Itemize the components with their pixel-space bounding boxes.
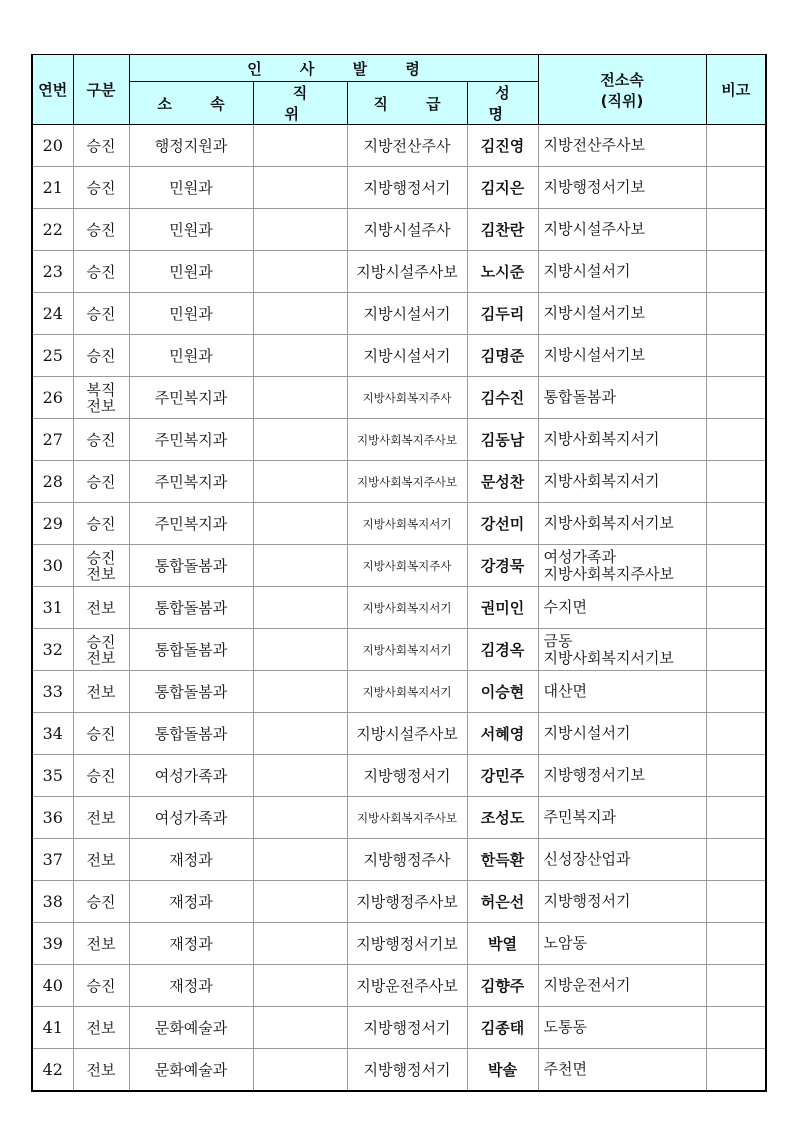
cell-rank: 지방행정서기보 [347,923,467,965]
cell-note [706,293,766,335]
cell-num: 22 [32,209,73,251]
cell-prev-line1: 지방사회복지서기보 [543,514,674,532]
cell-rank: 지방사회복지서기 [347,629,467,671]
cell-dept: 재정과 [129,965,253,1007]
table-row [32,923,766,965]
cell-name: 김명준 [467,335,538,377]
cell-name: 강선미 [467,503,538,545]
table-row [32,461,766,503]
cell-note [706,461,766,503]
header-note: 비고 [706,55,766,125]
cell-type-line1: 승진 [86,632,116,651]
cell-name: 노시준 [467,251,538,293]
cell-type [73,167,129,209]
cell-type-line1: 승진 [86,976,116,995]
cell-name: 김종태 [467,1007,538,1049]
cell-type-line1: 승진 [86,548,116,567]
table-row [32,335,766,377]
cell-rank: 지방사회복지서기 [347,503,467,545]
table-row [32,293,766,335]
header-dept: 소 속 [129,82,253,125]
cell-num: 32 [32,629,73,671]
cell-prev-line1: 주민복지과 [543,808,616,826]
cell-dept: 통합돌봄과 [129,587,253,629]
cell-position [253,251,347,293]
cell-prev [538,923,706,965]
header-prev-line1: 전소속 [600,70,644,89]
cell-num: 28 [32,461,73,503]
cell-dept: 문화예술과 [129,1007,253,1049]
cell-note [706,1007,766,1049]
table-row [32,629,766,671]
cell-position [253,881,347,923]
header-prev-line2: (직위) [600,91,644,110]
cell-prev-line2: 지방사회복지서기보 [543,648,674,667]
cell-name: 허은선 [467,881,538,923]
cell-note [706,713,766,755]
cell-prev-line1: 수지면 [543,598,587,616]
table-row [32,755,766,797]
cell-type-line1: 승진 [86,220,116,239]
cell-name: 권미인 [467,587,538,629]
header-position: 직 위 [253,82,347,125]
cell-type-line1: 전보 [86,808,116,827]
cell-prev [538,503,706,545]
table-row [32,209,766,251]
cell-name: 김향주 [467,965,538,1007]
cell-name: 조성도 [467,797,538,839]
cell-position [253,1007,347,1049]
cell-dept: 통합돌봄과 [129,671,253,713]
cell-type-line2: 전보 [86,564,116,583]
cell-dept: 민원과 [129,167,253,209]
cell-dept: 재정과 [129,839,253,881]
table-row [32,881,766,923]
cell-num: 41 [32,1007,73,1049]
cell-num: 31 [32,587,73,629]
cell-note [706,503,766,545]
cell-type [73,419,129,461]
cell-prev [538,587,706,629]
cell-note [706,377,766,419]
table-header [32,55,766,125]
table-row [32,251,766,293]
header-order-label: 인 사 발 령 [247,59,437,78]
cell-prev-line1: 지방전산주사보 [543,136,645,154]
cell-rank: 지방사회복지주사보 [347,797,467,839]
cell-num: 33 [32,671,73,713]
cell-rank: 지방행정주사 [347,839,467,881]
cell-prev-line1: 지방사회복지서기 [543,472,660,490]
cell-type [73,881,129,923]
cell-prev-line1: 노암동 [543,934,587,952]
cell-note [706,965,766,1007]
cell-rank: 지방행정서기 [347,167,467,209]
cell-prev [538,713,706,755]
cell-note [706,923,766,965]
cell-rank: 지방시설주사보 [347,713,467,755]
cell-prev-line1: 지방시설서기 [543,724,631,742]
cell-dept: 통합돌봄과 [129,545,253,587]
cell-type-line1: 승진 [86,136,116,155]
cell-prev [538,419,706,461]
cell-position [253,629,347,671]
cell-name: 김두리 [467,293,538,335]
cell-rank: 지방사회복지주사보 [347,419,467,461]
cell-prev-line1: 신성장산업과 [543,850,631,868]
cell-position [253,545,347,587]
cell-position [253,587,347,629]
cell-prev-line1: 금동 [543,631,573,650]
table-row [32,671,766,713]
cell-position [253,965,347,1007]
cell-num: 35 [32,755,73,797]
cell-prev [538,671,706,713]
cell-name: 박솔 [467,1049,538,1092]
cell-type-line2: 전보 [86,396,116,415]
cell-prev-line2: 지방사회복지주사보 [543,564,674,583]
cell-num: 36 [32,797,73,839]
cell-note [706,755,766,797]
cell-name: 이승현 [467,671,538,713]
cell-type [73,251,129,293]
cell-type-line1: 복직 [86,380,116,399]
cell-type [73,293,129,335]
cell-prev-line1: 대산면 [543,682,587,700]
cell-num: 39 [32,923,73,965]
cell-prev-line1: 지방시설서기보 [543,346,645,364]
cell-prev-line1: 통합돌봄과 [543,388,616,406]
cell-rank: 지방행정주사보 [347,881,467,923]
table-row [32,545,766,587]
cell-note [706,797,766,839]
cell-position [253,755,347,797]
cell-position [253,167,347,209]
cell-type [73,965,129,1007]
cell-type-line1: 전보 [86,850,116,869]
cell-num: 21 [32,167,73,209]
cell-dept: 통합돌봄과 [129,629,253,671]
cell-dept: 민원과 [129,293,253,335]
cell-rank: 지방행정서기 [347,755,467,797]
cell-note [706,125,766,167]
table-row [32,965,766,1007]
cell-type-line1: 전보 [86,1018,116,1037]
cell-name: 김진영 [467,125,538,167]
cell-position [253,461,347,503]
cell-dept: 재정과 [129,923,253,965]
cell-prev [538,881,706,923]
cell-prev [538,629,706,671]
cell-type [73,1049,129,1092]
cell-name: 김동남 [467,419,538,461]
cell-dept: 민원과 [129,209,253,251]
cell-num: 38 [32,881,73,923]
cell-num: 37 [32,839,73,881]
table-row [32,419,766,461]
header-type: 구분 [73,55,129,125]
cell-prev-line1: 지방행정서기보 [543,766,645,784]
cell-prev [538,1007,706,1049]
cell-type-line1: 전보 [86,682,116,701]
cell-prev [538,797,706,839]
cell-rank: 지방사회복지주사 [347,377,467,419]
cell-position [253,839,347,881]
cell-type [73,839,129,881]
cell-type [73,671,129,713]
cell-dept: 주민복지과 [129,461,253,503]
cell-name: 김지은 [467,167,538,209]
cell-rank: 지방행정서기 [347,1049,467,1092]
table-row [32,503,766,545]
cell-rank: 지방운전주사보 [347,965,467,1007]
cell-dept: 여성가족과 [129,755,253,797]
cell-position [253,377,347,419]
cell-type-line1: 승진 [86,178,116,197]
cell-prev-line1: 주천면 [543,1060,587,1078]
cell-type-line1: 승진 [86,472,116,491]
cell-dept: 주민복지과 [129,377,253,419]
cell-position [253,1049,347,1092]
cell-type-line1: 승진 [86,346,116,365]
cell-num: 23 [32,251,73,293]
cell-type [73,545,129,587]
cell-num: 26 [32,377,73,419]
cell-num: 25 [32,335,73,377]
cell-prev [538,335,706,377]
cell-prev [538,755,706,797]
cell-name: 박열 [467,923,538,965]
cell-name: 강경묵 [467,545,538,587]
cell-prev-line1: 지방행정서기 [543,892,631,910]
cell-note [706,545,766,587]
cell-position [253,671,347,713]
cell-num: 20 [32,125,73,167]
cell-prev-line1: 지방행정서기보 [543,178,645,196]
cell-type-line1: 승진 [86,514,116,533]
cell-type-line1: 전보 [86,934,116,953]
cell-name: 문성찬 [467,461,538,503]
cell-type [73,1007,129,1049]
cell-prev [538,965,706,1007]
cell-rank: 지방시설서기 [347,293,467,335]
cell-position [253,923,347,965]
table-row [32,839,766,881]
table-row [32,797,766,839]
header-order [129,55,538,82]
cell-prev [538,1049,706,1092]
cell-type-line1: 승진 [86,892,116,911]
cell-type [73,629,129,671]
cell-rank: 지방사회복지서기 [347,587,467,629]
cell-rank: 지방시설서기 [347,335,467,377]
cell-rank: 지방사회복지주사 [347,545,467,587]
cell-prev-line1: 지방사회복지서기 [543,430,660,448]
cell-type [73,923,129,965]
cell-note [706,1049,766,1092]
cell-note [706,209,766,251]
cell-rank: 지방전산주사 [347,125,467,167]
cell-type-line1: 승진 [86,430,116,449]
cell-note [706,335,766,377]
cell-rank: 지방시설주사 [347,209,467,251]
cell-type-line1: 승진 [86,724,116,743]
header-prev [538,55,706,125]
cell-type-line1: 전보 [86,598,116,617]
cell-type [73,461,129,503]
cell-type-line1: 승진 [86,262,116,281]
table-row [32,377,766,419]
cell-position [253,125,347,167]
cell-dept: 민원과 [129,335,253,377]
cell-prev-line1: 여성가족과 [543,547,616,566]
cell-name: 서혜영 [467,713,538,755]
cell-name: 김경옥 [467,629,538,671]
cell-type [73,209,129,251]
cell-type [73,713,129,755]
cell-position [253,797,347,839]
cell-dept: 민원과 [129,251,253,293]
cell-num: 34 [32,713,73,755]
cell-type [73,377,129,419]
cell-rank: 지방사회복지주사보 [347,461,467,503]
table-row [32,125,766,167]
cell-note [706,419,766,461]
table-row [32,1007,766,1049]
cell-dept: 주민복지과 [129,419,253,461]
cell-prev-line1: 지방시설서기보 [543,304,645,322]
table-row [32,1049,766,1092]
cell-position [253,293,347,335]
cell-note [706,629,766,671]
cell-prev [538,251,706,293]
cell-type [73,755,129,797]
cell-num: 40 [32,965,73,1007]
cell-num: 42 [32,1049,73,1092]
cell-prev [538,377,706,419]
cell-dept: 여성가족과 [129,797,253,839]
cell-prev [538,125,706,167]
cell-num: 29 [32,503,73,545]
cell-note [706,671,766,713]
cell-type [73,125,129,167]
cell-type-line1: 승진 [86,766,116,785]
cell-num: 30 [32,545,73,587]
cell-type-line1: 전보 [86,1060,116,1079]
cell-num: 27 [32,419,73,461]
header-rank: 직 급 [347,82,467,125]
table-row [32,713,766,755]
cell-prev [538,293,706,335]
cell-type-line2: 전보 [86,648,116,667]
cell-name: 강민주 [467,755,538,797]
cell-prev [538,545,706,587]
header-num: 연번 [32,55,73,125]
cell-dept: 주민복지과 [129,503,253,545]
cell-prev [538,167,706,209]
cell-note [706,251,766,293]
cell-position [253,209,347,251]
cell-type [73,587,129,629]
cell-type [73,503,129,545]
cell-dept: 문화예술과 [129,1049,253,1092]
cell-note [706,167,766,209]
table-body [32,125,766,1092]
table-row [32,167,766,209]
cell-position [253,419,347,461]
table-row [32,587,766,629]
personnel-order-sheet [31,54,765,1092]
cell-note [706,839,766,881]
cell-rank: 지방사회복지서기 [347,671,467,713]
cell-note [706,587,766,629]
cell-position [253,713,347,755]
cell-type-line1: 승진 [86,304,116,323]
cell-prev-line1: 지방운전서기 [543,976,631,994]
cell-prev-line1: 지방시설주사보 [543,220,645,238]
cell-name: 한득환 [467,839,538,881]
cell-position [253,335,347,377]
cell-num: 24 [32,293,73,335]
cell-rank: 지방행정서기 [347,1007,467,1049]
cell-type [73,797,129,839]
cell-name: 김찬란 [467,209,538,251]
cell-rank: 지방시설주사보 [347,251,467,293]
personnel-order-table [31,54,767,1092]
cell-prev-line1: 지방시설서기 [543,262,631,280]
cell-dept: 행정지원과 [129,125,253,167]
cell-type [73,335,129,377]
cell-note [706,881,766,923]
cell-dept: 통합돌봄과 [129,713,253,755]
cell-dept: 재정과 [129,881,253,923]
cell-prev [538,461,706,503]
cell-prev [538,209,706,251]
header-name: 성 명 [467,82,538,125]
cell-prev-line1: 도통동 [543,1018,587,1036]
cell-position [253,503,347,545]
cell-prev [538,839,706,881]
cell-name: 김수진 [467,377,538,419]
